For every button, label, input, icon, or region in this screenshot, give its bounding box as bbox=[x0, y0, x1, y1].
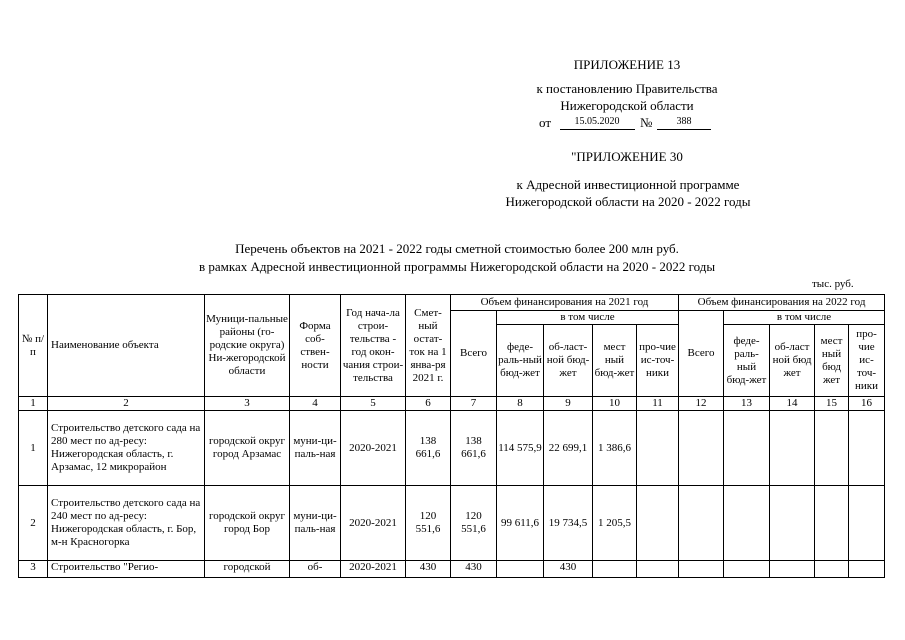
total-2022 bbox=[679, 561, 724, 578]
regional-2021: 22 699,1 bbox=[544, 411, 593, 486]
column-number-row bbox=[19, 397, 885, 411]
regional-2021: 430 bbox=[544, 561, 593, 578]
col-number: 12 bbox=[679, 397, 724, 411]
program-line-2: Нижегородской области на 2020 - 2022 годы bbox=[505, 194, 751, 209]
col-number: 10 bbox=[593, 397, 637, 411]
ownership: муни-ци-паль-ная bbox=[290, 411, 341, 486]
header-incl-2021: в том числе bbox=[497, 311, 679, 325]
col-number: 15 bbox=[815, 397, 849, 411]
col-number: 4 bbox=[290, 397, 341, 411]
estimate-remainder: 430 bbox=[406, 561, 451, 578]
row-number: 1 bbox=[19, 411, 48, 486]
document-title-line-2: в рамках Адресной инвестиционной программы Нижегородской области на 2020 - 2022 годы bbox=[198, 259, 716, 274]
total-2022 bbox=[679, 486, 724, 561]
decree-number: 388 bbox=[676, 116, 692, 127]
header-num: № п/п bbox=[19, 295, 48, 397]
federal-2021: 99 611,6 bbox=[497, 486, 544, 561]
federal-2022 bbox=[724, 561, 770, 578]
objects-table bbox=[18, 294, 885, 578]
ownership: об- bbox=[290, 561, 341, 578]
federal-2021: 114 575,9 bbox=[497, 411, 544, 486]
header-incl-2022: в том числе bbox=[724, 311, 885, 325]
total-2021: 430 bbox=[451, 561, 497, 578]
total-2021: 120 551,6 bbox=[451, 486, 497, 561]
header-local-2022: мест ный бюд жет bbox=[815, 325, 849, 397]
header-regional-2022: об-ласт ной бюд жет bbox=[770, 325, 815, 397]
header-regional-2021: об-ласт-ной бюд-жет bbox=[544, 325, 593, 397]
other-2022 bbox=[849, 411, 885, 486]
district: городской bbox=[205, 561, 290, 578]
date-underline bbox=[560, 129, 635, 130]
local-2022 bbox=[815, 561, 849, 578]
appendix-30-title: "ПРИЛОЖЕНИЕ 30 bbox=[571, 149, 683, 164]
other-2022 bbox=[849, 486, 885, 561]
col-number: 9 bbox=[544, 397, 593, 411]
header-fin-2021: Объем финансирования на 2021 год bbox=[451, 295, 679, 311]
header-district: Муници-пальные районы (го-родские округа) Ни-жегородской области bbox=[205, 295, 290, 397]
other-2021 bbox=[637, 561, 679, 578]
regional-2022 bbox=[770, 561, 815, 578]
header-total-2022: Всего bbox=[679, 311, 724, 397]
regional-2022 bbox=[770, 486, 815, 561]
col-number: 7 bbox=[451, 397, 497, 411]
district: городской округ город Бор bbox=[205, 486, 290, 561]
header-local-2021: мест ный бюд-жет bbox=[593, 325, 637, 397]
document-title-line-1: Перечень объектов на 2021 - 2022 годы сметной стоимостью более 200 млн руб. bbox=[235, 241, 679, 256]
object-name: Строительство "Регио- bbox=[48, 561, 205, 578]
district: городской округ город Арзамас bbox=[205, 411, 290, 486]
table-row bbox=[19, 486, 885, 561]
construction-years: 2020-2021 bbox=[341, 411, 406, 486]
number-underline bbox=[657, 129, 711, 130]
header-federal-2021: феде-раль-ный бюд-жет bbox=[497, 325, 544, 397]
federal-2022 bbox=[724, 411, 770, 486]
col-number: 6 bbox=[406, 397, 451, 411]
object-name: Строительство детского сада на 240 мест по ад-ресу: Нижегородская область, г. Бор, м-н Красногорка bbox=[48, 486, 205, 561]
col-number: 14 bbox=[770, 397, 815, 411]
from-label: от bbox=[539, 115, 552, 130]
decree-line-2: Нижегородской области bbox=[560, 98, 694, 113]
decree-line-1: к постановлению Правительства bbox=[536, 81, 718, 96]
col-number: 11 bbox=[637, 397, 679, 411]
construction-years: 2020-2021 bbox=[341, 561, 406, 578]
units-label: тыс. руб. bbox=[812, 278, 854, 290]
header-years: Год нача-ла строи-тельства - год окон-чания строи-тельства bbox=[341, 295, 406, 397]
header-federal-2022: феде-раль-ный бюд-жет bbox=[724, 325, 770, 397]
row-number: 3 bbox=[19, 561, 48, 578]
row-number: 2 bbox=[19, 486, 48, 561]
local-2022 bbox=[815, 411, 849, 486]
col-number: 1 bbox=[19, 397, 48, 411]
total-2021: 138 661,6 bbox=[451, 411, 497, 486]
header-other-2022: про-чие ис-точ-ники bbox=[849, 325, 885, 397]
federal-2022 bbox=[724, 486, 770, 561]
header-fin-2022: Объем финансирования на 2022 год bbox=[679, 295, 885, 311]
col-number: 2 bbox=[48, 397, 205, 411]
construction-years: 2020-2021 bbox=[341, 486, 406, 561]
other-2021 bbox=[637, 411, 679, 486]
table-row bbox=[19, 411, 885, 486]
federal-2021 bbox=[497, 561, 544, 578]
regional-2021: 19 734,5 bbox=[544, 486, 593, 561]
header-ownership: Форма соб-ствен-ности bbox=[290, 295, 341, 397]
table-row bbox=[19, 561, 885, 578]
other-2021 bbox=[637, 486, 679, 561]
col-number: 8 bbox=[497, 397, 544, 411]
col-number: 13 bbox=[724, 397, 770, 411]
ownership: муни-ци-паль-ная bbox=[290, 486, 341, 561]
estimate-remainder: 120 551,6 bbox=[406, 486, 451, 561]
number-label: № bbox=[640, 115, 653, 130]
local-2021 bbox=[593, 561, 637, 578]
local-2022 bbox=[815, 486, 849, 561]
header-total-2021: Всего bbox=[451, 311, 497, 397]
estimate-remainder: 138 661,6 bbox=[406, 411, 451, 486]
local-2021: 1 386,6 bbox=[593, 411, 637, 486]
decree-date: 15.05.2020 bbox=[574, 116, 620, 127]
header-other-2021: про-чие ис-точ-ники bbox=[637, 325, 679, 397]
header-name: Наименование объекта bbox=[48, 295, 205, 397]
total-2022 bbox=[679, 411, 724, 486]
object-name: Строительство детского сада на 280 мест по ад-ресу: Нижегородская область, г. Арзамас, 12 микрорайон bbox=[48, 411, 205, 486]
program-line-1: к Адресной инвестиционной программе bbox=[516, 177, 740, 192]
appendix-13-title: ПРИЛОЖЕНИЕ 13 bbox=[573, 57, 681, 72]
col-number: 5 bbox=[341, 397, 406, 411]
other-2022 bbox=[849, 561, 885, 578]
col-number: 3 bbox=[205, 397, 290, 411]
header-cost: Смет-ный остат-ток на 1 янва-ря 2021 г. bbox=[406, 295, 451, 397]
col-number: 16 bbox=[849, 397, 885, 411]
local-2021: 1 205,5 bbox=[593, 486, 637, 561]
regional-2022 bbox=[770, 411, 815, 486]
